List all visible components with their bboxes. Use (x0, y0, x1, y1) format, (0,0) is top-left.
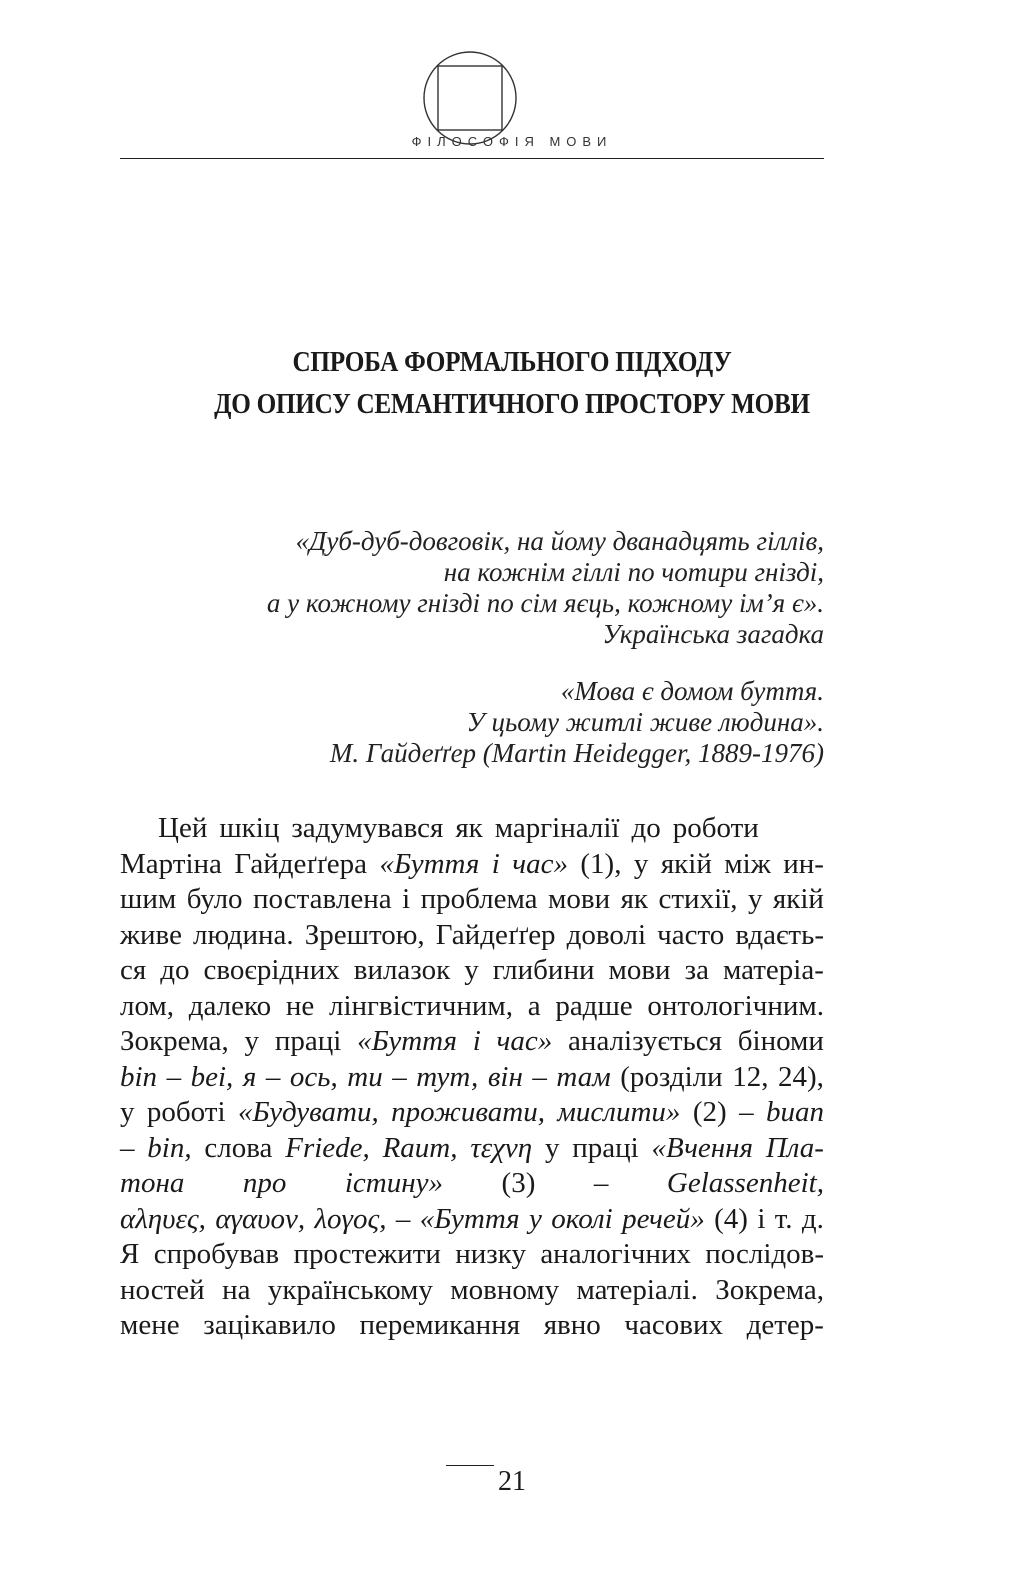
body-word: лом, (120, 989, 175, 1022)
body-word: і (472, 1025, 481, 1057)
body-word: до (631, 812, 661, 844)
body-word: матеріа- (722, 954, 824, 986)
body-word: у (528, 1202, 542, 1235)
body-word: на (222, 1273, 251, 1306)
body-word: «Буття (379, 847, 480, 880)
body-word: аналогічних (540, 1238, 691, 1270)
body-word: ось, (289, 1060, 338, 1093)
body-line (120, 918, 824, 954)
body-word: як (620, 883, 649, 915)
body-word: біноми (737, 1025, 824, 1057)
body-word: проживати, (391, 1096, 545, 1128)
body-word: доволі (566, 918, 647, 951)
body-word: Гайдеґґера (234, 847, 368, 880)
body-word: а (527, 989, 541, 1022)
body-word: у (747, 883, 763, 915)
body-word: роботі (146, 1096, 226, 1128)
body-line (120, 882, 824, 918)
body-word: мислити» (557, 1096, 681, 1128)
epigraph-line: «Мова є домом буття. (560, 676, 824, 706)
body-word: тона (120, 1167, 185, 1199)
body-word: τεχνη (470, 1131, 533, 1164)
body-word: глибини (492, 954, 595, 986)
body-word: – (593, 1167, 609, 1199)
header-rule (120, 158, 824, 159)
body-word: Мартіна (120, 847, 222, 880)
epigraph-line: У цьому житлі живе людина». (466, 707, 824, 737)
body-line (120, 847, 824, 883)
body-word: ти (347, 1060, 383, 1093)
body-word: (4) (714, 1202, 748, 1235)
body-word: радше (555, 989, 633, 1022)
body-line (120, 1095, 824, 1131)
body-word: часових (624, 1309, 723, 1341)
body-word: Raum, (382, 1131, 458, 1164)
body-word: «Буття (419, 1202, 520, 1235)
body-word: проблема (420, 883, 538, 915)
body-word: – (395, 1202, 411, 1235)
body-word: у (544, 1131, 560, 1164)
body-word: зацікавило (203, 1309, 336, 1341)
body-word: простежити (293, 1238, 441, 1270)
title-line-2: ДО ОПИСУ СЕМАНТИЧНОГО ПРОСТОРУ МОВИ (214, 389, 810, 420)
body-word: матеріалі. (576, 1273, 698, 1306)
body-word: (3) (501, 1167, 536, 1199)
body-line (120, 1060, 824, 1096)
body-word: bin, (147, 1131, 192, 1164)
body-word: стихії, (658, 883, 738, 915)
body-word: і (491, 847, 500, 880)
body-word: живе (120, 918, 182, 951)
body-word: до (160, 954, 190, 986)
body-word: Зокрема, (120, 1025, 229, 1057)
body-word: я (242, 1060, 257, 1093)
body-word: істину» (344, 1167, 444, 1199)
body-word: buan (765, 1096, 824, 1128)
body-line (120, 1024, 824, 1060)
body-word: ностей (120, 1273, 205, 1306)
body-word: bei, (190, 1060, 234, 1093)
body-word: д. (801, 1202, 824, 1235)
page-number: 21 (498, 1466, 526, 1497)
body-word: у (464, 954, 479, 986)
body-word: своєрідних (203, 954, 340, 986)
body-word: αγαυον, (215, 1202, 306, 1235)
body-word: задумувався (291, 812, 444, 844)
body-word: спробував (153, 1238, 280, 1270)
body-word: Пла- (765, 1131, 824, 1164)
body-word: вилазок (353, 954, 451, 986)
body-line (120, 1237, 824, 1273)
body-word: поставлена (253, 883, 392, 915)
body-word: він (487, 1060, 523, 1093)
body-word: про (242, 1167, 287, 1199)
body-word: т. (774, 1202, 793, 1235)
running-header: ФІЛОСОФІЯ МОВИ (411, 134, 613, 149)
body-word: λογος, (314, 1202, 387, 1235)
body-line (120, 811, 824, 847)
body-word: «Буття (357, 1025, 457, 1057)
body-word: 24), (777, 1060, 824, 1093)
body-word: Цей (158, 812, 208, 844)
body-word: шкіц (219, 812, 280, 844)
body-word: ин- (783, 847, 824, 880)
body-word: речей» (622, 1202, 705, 1235)
body-word: у (244, 1025, 260, 1057)
body-word: між (724, 847, 771, 880)
body-word: – (120, 1131, 135, 1164)
epigraph-line: а у кожному гнізді по сім яєць, кожному ім’я є». (266, 588, 824, 618)
body-word: околі (551, 1202, 613, 1235)
body-word: слова (204, 1131, 273, 1164)
body-line (120, 1166, 824, 1202)
journal-logo (420, 48, 520, 148)
body-word: час» (496, 1025, 553, 1057)
body-word: мови (548, 883, 611, 915)
body-word: якій (660, 847, 712, 880)
article-title (51, 342, 973, 426)
body-word: лінгвістичним, (328, 989, 513, 1022)
body-word: «Будувати, (237, 1096, 379, 1128)
title-line-1: СПРОБА ФОРМАЛЬНОГО ПІДХОДУ (292, 347, 732, 378)
body-word: праці (572, 1131, 639, 1164)
body-word: ся (120, 954, 147, 986)
body-word: 12, (732, 1060, 769, 1093)
body-word: аналізується (568, 1025, 722, 1057)
body-word: – (392, 1060, 407, 1093)
body-word: (розділи (620, 1060, 723, 1093)
body-word: далеко (188, 989, 272, 1022)
body-word: явно (543, 1309, 601, 1341)
body-line (120, 1273, 824, 1309)
body-word: праці (274, 1025, 342, 1057)
body-word: – (166, 1060, 182, 1093)
epigraph-2 (124, 676, 824, 769)
body-word: якій (772, 883, 824, 915)
epigraph-line: «Дуб-дуб-довговік, на йому дванадцять гіллів, (295, 526, 824, 556)
body-word: мовному (450, 1273, 560, 1306)
body-word: (1), (580, 847, 622, 880)
epigraph-1 (124, 526, 824, 650)
body-word: часто (657, 918, 725, 951)
body-word: людина. (193, 918, 294, 951)
body-word: перемикання (359, 1309, 521, 1341)
body-line (120, 1131, 824, 1167)
epigraph-attribution: М. Гайдеґґер (Martin Heidegger, 1889-1976) (329, 738, 824, 768)
body-word: у (633, 847, 649, 880)
body-word: як (455, 812, 483, 844)
body-text (120, 811, 824, 1344)
body-word: «Вчення (651, 1131, 754, 1164)
body-line (120, 1202, 824, 1238)
body-word: низку (455, 1238, 526, 1270)
body-word: Gelassenheit, (666, 1167, 824, 1199)
body-word: роботи (672, 812, 759, 844)
body-word: – (739, 1096, 754, 1128)
body-word: мене (120, 1309, 180, 1341)
body-word: у (120, 1096, 135, 1128)
body-word: було (186, 883, 243, 915)
body-word: і (757, 1202, 766, 1235)
body-line (120, 953, 824, 989)
epigraph-line: на кожнім гіллі по чотири гнізді, (443, 557, 824, 587)
body-word: маргіналії (494, 812, 620, 844)
body-line (120, 989, 824, 1025)
body-word: – (265, 1060, 281, 1093)
body-word: детер- (746, 1309, 824, 1341)
body-word: послідов- (705, 1238, 824, 1270)
epigraph-attribution: Українська загадка (602, 619, 824, 649)
body-word: там (556, 1060, 611, 1093)
body-line (120, 1308, 824, 1344)
body-word: вдаєть- (735, 918, 824, 951)
body-word: Зрештою, (304, 918, 425, 951)
body-word: (2) (692, 1096, 727, 1128)
body-word: Зокрема, (715, 1273, 824, 1306)
body-word: мови (608, 954, 671, 986)
body-word: шим (120, 883, 177, 915)
body-word: час» (512, 847, 568, 880)
body-word: Гайдеґґер (435, 918, 556, 951)
body-word: онтологічним. (647, 989, 824, 1022)
body-word: Friede, (285, 1131, 370, 1164)
body-word: і (402, 883, 411, 915)
body-word: bin (120, 1060, 158, 1093)
body-word: αληυες, (120, 1202, 206, 1235)
body-word: тут, (416, 1060, 479, 1093)
body-word: – (532, 1060, 547, 1093)
body-word: українському (267, 1273, 433, 1306)
body-word: за (684, 954, 709, 986)
body-word: Я (120, 1238, 140, 1270)
body-word: не (285, 989, 315, 1022)
